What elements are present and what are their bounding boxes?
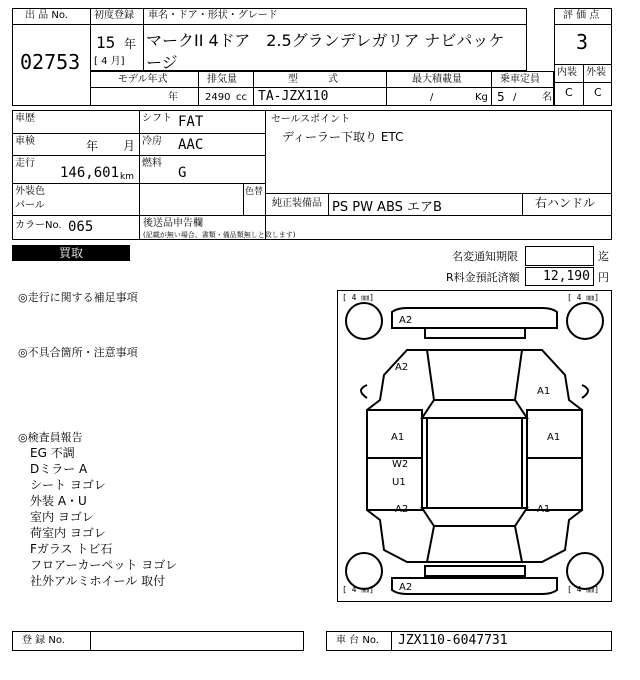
lot-number: 02753 xyxy=(20,50,81,74)
registration-year-unit: 年 xyxy=(124,37,137,51)
mark-left-front-door: A1 xyxy=(391,432,405,443)
post-docs-label: 後送品申告欄 xyxy=(143,218,203,229)
color-no-label: カラーNo. xyxy=(15,220,62,231)
displacement-value: 2490 xyxy=(205,92,231,103)
rear-right-tire xyxy=(567,553,603,589)
defects-label: ◎不具合箇所・注意事項 xyxy=(18,346,138,359)
rear-panel xyxy=(425,566,525,576)
exterior-color-label: 外装色 xyxy=(15,186,45,197)
color-change-label: 色替 xyxy=(245,187,264,197)
max-load-label: 最大積載量 xyxy=(412,74,462,85)
history-label: 車歴 xyxy=(15,113,35,124)
mark-roof-1: W2 xyxy=(392,459,409,470)
name-change-label: 名変通知期限 xyxy=(452,250,518,263)
sales-point-value: ディーラー下取り ETC xyxy=(282,130,404,144)
mark-front-bumper: A2 xyxy=(399,315,413,326)
inspector-label: ◎検査員報告 xyxy=(18,431,83,444)
right-mirror xyxy=(582,385,588,398)
shift-label: シフト xyxy=(142,113,172,124)
exterior-label: 外装 xyxy=(586,67,606,78)
registration-number-label: 登 録 No. xyxy=(22,635,65,646)
shift-value: FAT xyxy=(178,114,204,130)
color-no-value: 065 xyxy=(68,219,94,235)
mileage-label: 走行 xyxy=(15,158,35,169)
tire-fr-depth: [ 4 ㎜] xyxy=(567,293,600,302)
model-code: TA-JZX110 xyxy=(258,89,329,104)
capacity-label: 乗車定員 xyxy=(500,74,540,85)
mileage-value: 146,601 xyxy=(60,165,120,181)
right-rear-door xyxy=(527,458,582,510)
model-label: 型 式 xyxy=(288,74,338,85)
mark-right-front-fender: A1 xyxy=(537,386,551,397)
sales-point-label: セールスポイント xyxy=(271,114,351,125)
recycle-unit: 円 xyxy=(598,271,609,284)
rear-left-tire xyxy=(346,553,382,589)
recycle-label: R料金預託済額 xyxy=(446,271,520,284)
front-grille xyxy=(425,328,525,338)
mark-left-front-fender: A2 xyxy=(395,362,409,373)
displacement-label: 排気量 xyxy=(207,74,237,85)
exterior-grade: C xyxy=(594,86,602,99)
tire-rr-depth: [ 4 ㎜] xyxy=(567,585,600,594)
windshield xyxy=(422,400,527,418)
front-left-tire xyxy=(346,303,382,339)
model-year-label: モデル年式 xyxy=(118,74,168,85)
report-line: シート ヨゴレ xyxy=(30,478,106,492)
car-damage-diagram xyxy=(337,290,612,602)
report-line: フロアーカーペット ヨゴレ xyxy=(30,558,178,572)
recycle-value: 12,190 xyxy=(543,269,590,284)
score-label: 評 価 点 xyxy=(563,10,600,21)
capacity-unit: 名 xyxy=(542,92,552,103)
mark-right-front-door: A1 xyxy=(547,432,561,443)
lot-number-label: 出 品 No. xyxy=(25,10,68,21)
roof xyxy=(427,418,522,508)
ac-label: 冷房 xyxy=(142,136,162,147)
exterior-color-value: パール xyxy=(15,200,45,211)
front-right-tire xyxy=(567,303,603,339)
rear-bumper xyxy=(392,578,557,594)
tire-fl-depth: [ 4 ㎜] xyxy=(342,293,375,302)
rear-window xyxy=(422,508,527,526)
report-line: 室内 ヨゴレ xyxy=(30,510,94,524)
inspection-year: 年 xyxy=(86,139,99,153)
report-line: EG 不調 xyxy=(30,446,75,460)
tire-rl-depth: [ 4 ㎜] xyxy=(342,585,375,594)
left-mirror xyxy=(361,385,367,398)
max-load-unit: Kg xyxy=(475,92,488,103)
report-line: Fガラス トビ石 xyxy=(30,542,113,556)
supplement-label: ◎走行に関する補足事項 xyxy=(18,291,138,304)
report-line: 外装 A・U xyxy=(30,494,87,508)
mark-roof-2: U1 xyxy=(392,477,406,488)
name-change-box xyxy=(525,246,594,266)
chassis-number-label: 車 台 No. xyxy=(336,635,379,646)
registration-month: [ 4 月] xyxy=(94,56,125,67)
fuel-label: 燃料 xyxy=(142,158,162,169)
body-outline xyxy=(367,350,582,562)
model-year-unit: 年 xyxy=(168,92,178,103)
ac-value: AAC xyxy=(178,137,204,153)
name-change-unit: 迄 xyxy=(598,250,609,263)
mark-rear-bumper: A2 xyxy=(399,582,413,593)
max-load-slash: / xyxy=(430,92,434,103)
inspection-month: 月 xyxy=(123,139,136,153)
capacity-slash: / xyxy=(513,92,517,103)
inspector-report xyxy=(30,445,177,589)
mark-right-quarter: A1 xyxy=(537,504,551,515)
report-line: Dミラー A xyxy=(30,462,88,476)
car-name-label: 車名・ドア・形状・グレード xyxy=(148,10,278,21)
capacity-value: 5 xyxy=(497,90,505,104)
mark-left-quarter: A2 xyxy=(395,504,409,515)
trunk xyxy=(427,526,522,562)
displacement-unit: cc xyxy=(236,92,247,103)
buy-banner: 買取 xyxy=(12,245,130,261)
interior-label: 内装 xyxy=(557,67,577,78)
fuel-value: G xyxy=(178,165,187,181)
car-name-line1: マークII 4ドア 2.5グランデレガリア ナビパッケ xyxy=(146,31,505,50)
equipment-label: 純正装備品 xyxy=(272,198,322,209)
registration-year: 15 xyxy=(96,33,116,52)
mileage-unit: km xyxy=(120,172,134,182)
first-registration-label: 初度登録 xyxy=(94,10,134,21)
interior-grade: C xyxy=(565,86,573,99)
car-name-line2: ージ xyxy=(146,53,178,72)
steering-value: 右ハンドル xyxy=(535,196,596,210)
chassis-number: JZX110-6047731 xyxy=(398,633,508,648)
score-value: 3 xyxy=(576,30,589,54)
equipment-value: PS PW ABS エアB xyxy=(332,200,442,215)
post-docs-note: (記載が無い場合、書類・備品類無しと致します) xyxy=(143,231,296,239)
front-bumper xyxy=(392,308,557,328)
report-line: 社外アルミホイール 取付 xyxy=(30,574,166,588)
inspection-label: 車検 xyxy=(15,136,35,147)
hood xyxy=(427,350,522,400)
report-line: 荷室内 ヨゴレ xyxy=(30,526,106,540)
